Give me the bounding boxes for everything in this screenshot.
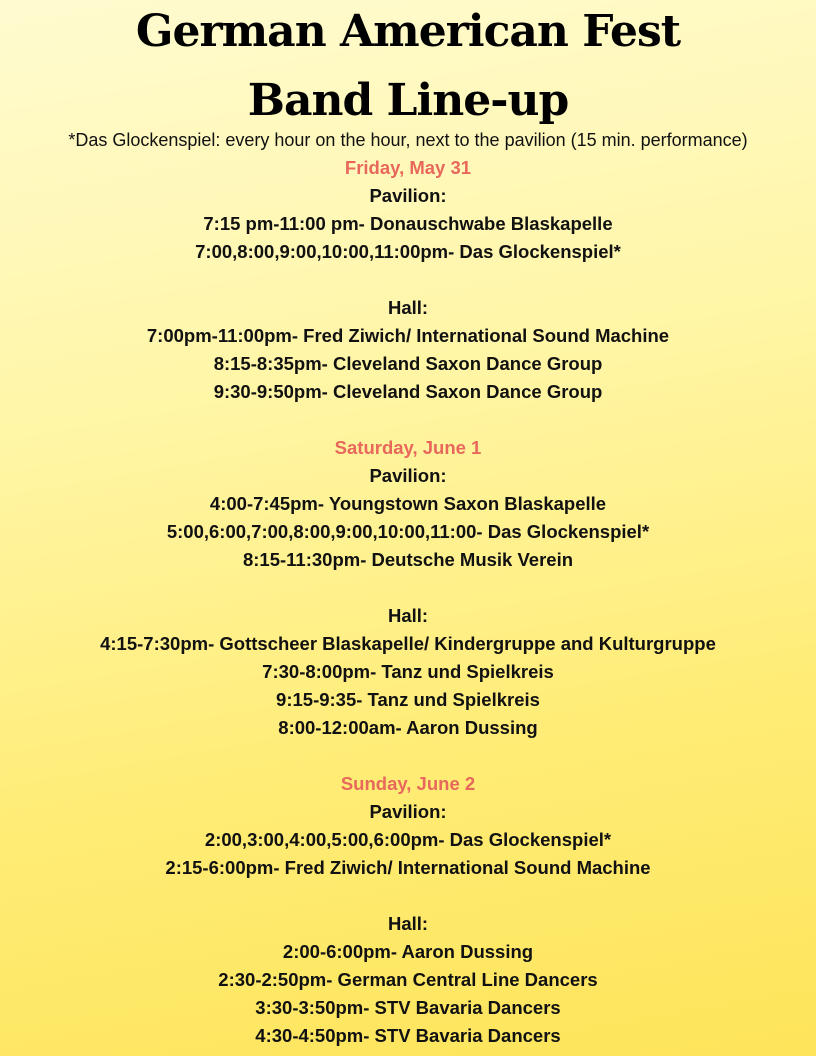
schedule	[0, 154, 816, 1050]
hall-label: Hall:	[387, 297, 429, 318]
schedule-entry: 2:15-6:00pm- Fred Ziwich/ International Sound Machine	[165, 857, 651, 878]
schedule-entry: 7:00,8:00,9:00,10:00,11:00pm- Das Glockenspiel*	[195, 241, 621, 262]
glockenspiel-note: *Das Glockenspiel: every hour on the hour, next to the pavilion (15 min. performance)	[68, 130, 748, 150]
pavilion-label: Pavilion:	[369, 465, 447, 486]
hall-label: Hall:	[387, 913, 429, 934]
schedule-entry: 7:00pm-11:00pm- Fred Ziwich/ International Sound Machine	[146, 325, 670, 346]
schedule-entry: 9:15-9:35- Tanz und Spielkreis	[276, 689, 540, 710]
schedule-entry: 2:00-6:00pm- Aaron Dussing	[282, 941, 534, 962]
spacer	[0, 406, 816, 434]
schedule-entry: 4:30-4:50pm- STV Bavaria Dancers	[255, 1025, 561, 1046]
day-heading-sunday: Sunday, June 2	[340, 773, 476, 794]
schedule-entry: 8:15-11:30pm- Deutsche Musik Verein	[242, 549, 574, 570]
schedule-entry: 7:30-8:00pm- Tanz und Spielkreis	[262, 661, 554, 682]
page-title-line-1: German American Fest	[135, 6, 681, 57]
schedule-entry: 8:00-12:00am- Aaron Dussing	[278, 717, 538, 738]
schedule-entry: 8:15-8:35pm- Cleveland Saxon Dance Group	[213, 353, 603, 374]
spacer	[0, 574, 816, 602]
pavilion-label: Pavilion:	[369, 801, 447, 822]
spacer	[0, 742, 816, 770]
schedule-entry: 3:30-3:50pm- STV Bavaria Dancers	[255, 997, 561, 1018]
spacer	[0, 266, 816, 294]
schedule-entry: 4:15-7:30pm- Gottscheer Blaskapelle/ Kindergruppe and Kulturgruppe	[100, 633, 716, 654]
page-title-line-2: Band Line-up	[247, 75, 569, 126]
schedule-entry: 7:15 pm-11:00 pm- Donauschwabe Blaskapelle	[203, 213, 613, 234]
day-heading-saturday: Saturday, June 1	[334, 437, 482, 458]
schedule-entry: 4:00-7:45pm- Youngstown Saxon Blaskapelle	[209, 493, 607, 514]
pavilion-label: Pavilion:	[369, 185, 447, 206]
schedule-entry: 5:00,6:00,7:00,8:00,9:00,10:00,11:00- Das Glockenspiel*	[166, 521, 650, 542]
schedule-entry: 2:30-2:50pm- German Central Line Dancers	[218, 969, 598, 990]
hall-label: Hall:	[387, 605, 429, 626]
spacer	[0, 882, 816, 910]
day-heading-friday: Friday, May 31	[344, 157, 472, 178]
schedule-entry: 2:00,3:00,4:00,5:00,6:00pm- Das Glockenspiel*	[204, 829, 612, 850]
schedule-entry: 9:30-9:50pm- Cleveland Saxon Dance Group	[213, 381, 603, 402]
